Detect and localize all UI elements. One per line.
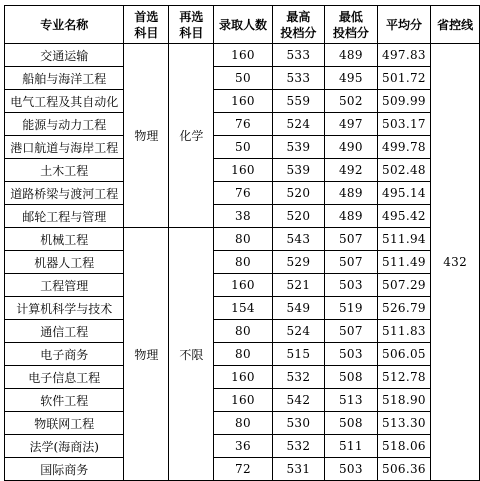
control-line-cell: 432 xyxy=(431,44,480,481)
min-score-cell: 507 xyxy=(325,320,378,343)
average-score-cell: 511.83 xyxy=(377,320,431,343)
max-score-cell: 559 xyxy=(272,90,325,113)
table-row xyxy=(5,159,480,182)
admitted-count-cell: 80 xyxy=(214,343,272,366)
admitted-count-cell: 80 xyxy=(214,251,272,274)
min-score-cell: 507 xyxy=(325,251,378,274)
max-score-cell: 543 xyxy=(272,228,325,251)
average-score-cell: 506.36 xyxy=(377,458,431,481)
min-score-cell: 495 xyxy=(325,67,378,90)
table-row xyxy=(5,136,480,159)
max-score-cell: 524 xyxy=(272,320,325,343)
table-row xyxy=(5,67,480,90)
max-score-cell: 520 xyxy=(272,182,325,205)
admitted-count-cell: 160 xyxy=(214,44,272,67)
admission-table-wrapper xyxy=(4,5,480,481)
average-score-cell: 499.78 xyxy=(377,136,431,159)
header-row xyxy=(5,6,480,44)
min-score-cell: 492 xyxy=(325,159,378,182)
average-score-cell: 518.06 xyxy=(377,435,431,458)
max-score-cell: 521 xyxy=(272,274,325,297)
major-name-cell: 机械工程 xyxy=(5,228,124,251)
min-score-cell: 503 xyxy=(325,458,378,481)
header-average-score: 平均分 xyxy=(377,6,431,44)
admitted-count-cell: 80 xyxy=(214,228,272,251)
min-score-cell: 502 xyxy=(325,90,378,113)
major-name-cell: 邮轮工程与管理 xyxy=(5,205,124,228)
min-score-cell: 489 xyxy=(325,182,378,205)
max-score-cell: 542 xyxy=(272,389,325,412)
average-score-cell: 511.49 xyxy=(377,251,431,274)
major-name-cell: 国际商务 xyxy=(5,458,124,481)
min-score-cell: 503 xyxy=(325,274,378,297)
admitted-count-cell: 50 xyxy=(214,136,272,159)
table-row xyxy=(5,90,480,113)
major-name-cell: 机器人工程 xyxy=(5,251,124,274)
header-second-subject: 再选 科目 xyxy=(169,6,214,44)
max-score-cell: 533 xyxy=(272,44,325,67)
table-row xyxy=(5,412,480,435)
max-score-cell: 530 xyxy=(272,412,325,435)
average-score-cell: 501.72 xyxy=(377,67,431,90)
admitted-count-cell: 76 xyxy=(214,182,272,205)
average-score-cell: 502.48 xyxy=(377,159,431,182)
major-name-cell: 法学(海商法) xyxy=(5,435,124,458)
admitted-count-cell: 50 xyxy=(214,67,272,90)
admitted-count-cell: 160 xyxy=(214,274,272,297)
major-name-cell: 软件工程 xyxy=(5,389,124,412)
header-admitted-count: 录取人数 xyxy=(214,6,272,44)
first-subject-cell: 物理 xyxy=(124,228,169,481)
average-score-cell: 526.79 xyxy=(377,297,431,320)
major-name-cell: 物联网工程 xyxy=(5,412,124,435)
admitted-count-cell: 36 xyxy=(214,435,272,458)
min-score-cell: 519 xyxy=(325,297,378,320)
table-row xyxy=(5,297,480,320)
min-score-cell: 508 xyxy=(325,412,378,435)
admitted-count-cell: 80 xyxy=(214,320,272,343)
admitted-count-cell: 72 xyxy=(214,458,272,481)
major-name-cell: 交通运输 xyxy=(5,44,124,67)
major-name-cell: 土木工程 xyxy=(5,159,124,182)
average-score-cell: 503.17 xyxy=(377,113,431,136)
max-score-cell: 529 xyxy=(272,251,325,274)
admitted-count-cell: 38 xyxy=(214,205,272,228)
average-score-cell: 509.99 xyxy=(377,90,431,113)
admitted-count-cell: 80 xyxy=(214,412,272,435)
min-score-cell: 503 xyxy=(325,343,378,366)
max-score-cell: 539 xyxy=(272,136,325,159)
admitted-count-cell: 154 xyxy=(214,297,272,320)
table-row xyxy=(5,182,480,205)
header-control-line: 省控线 xyxy=(431,6,480,44)
major-name-cell: 计算机科学与技术 xyxy=(5,297,124,320)
average-score-cell: 513.30 xyxy=(377,412,431,435)
average-score-cell: 507.29 xyxy=(377,274,431,297)
average-score-cell: 511.94 xyxy=(377,228,431,251)
min-score-cell: 489 xyxy=(325,44,378,67)
header-major-name: 专业名称 xyxy=(5,6,124,44)
table-row xyxy=(5,205,480,228)
admitted-count-cell: 160 xyxy=(214,366,272,389)
header-min-score: 最低 投档分 xyxy=(325,6,378,44)
table-row xyxy=(5,320,480,343)
table-row xyxy=(5,366,480,389)
header-first-subject: 首选 科目 xyxy=(124,6,169,44)
major-name-cell: 电子信息工程 xyxy=(5,366,124,389)
major-name-cell: 港口航道与海岸工程 xyxy=(5,136,124,159)
average-score-cell: 495.14 xyxy=(377,182,431,205)
table-row xyxy=(5,113,480,136)
min-score-cell: 507 xyxy=(325,228,378,251)
average-score-cell: 506.05 xyxy=(377,343,431,366)
min-score-cell: 490 xyxy=(325,136,378,159)
min-score-cell: 513 xyxy=(325,389,378,412)
major-name-cell: 道路桥梁与渡河工程 xyxy=(5,182,124,205)
table-row xyxy=(5,435,480,458)
max-score-cell: 520 xyxy=(272,205,325,228)
average-score-cell: 497.83 xyxy=(377,44,431,67)
second-subject-cell: 不限 xyxy=(169,228,214,481)
admission-score-table xyxy=(4,5,480,481)
major-name-cell: 通信工程 xyxy=(5,320,124,343)
min-score-cell: 508 xyxy=(325,366,378,389)
max-score-cell: 532 xyxy=(272,435,325,458)
max-score-cell: 533 xyxy=(272,67,325,90)
first-subject-cell: 物理 xyxy=(124,44,169,228)
average-score-cell: 495.42 xyxy=(377,205,431,228)
max-score-cell: 532 xyxy=(272,366,325,389)
table-row xyxy=(5,274,480,297)
table-row xyxy=(5,458,480,481)
average-score-cell: 518.90 xyxy=(377,389,431,412)
table-row xyxy=(5,251,480,274)
table-header xyxy=(5,6,480,44)
major-name-cell: 电子商务 xyxy=(5,343,124,366)
max-score-cell: 549 xyxy=(272,297,325,320)
table-row xyxy=(5,389,480,412)
admitted-count-cell: 160 xyxy=(214,389,272,412)
major-name-cell: 电气工程及其自动化 xyxy=(5,90,124,113)
admitted-count-cell: 160 xyxy=(214,159,272,182)
table-body xyxy=(5,44,480,481)
table-row xyxy=(5,228,480,251)
max-score-cell: 524 xyxy=(272,113,325,136)
second-subject-cell: 化学 xyxy=(169,44,214,228)
table-row xyxy=(5,343,480,366)
max-score-cell: 539 xyxy=(272,159,325,182)
major-name-cell: 能源与动力工程 xyxy=(5,113,124,136)
table-row xyxy=(5,44,480,67)
major-name-cell: 工程管理 xyxy=(5,274,124,297)
major-name-cell: 船舶与海洋工程 xyxy=(5,67,124,90)
header-max-score: 最高 投档分 xyxy=(272,6,325,44)
min-score-cell: 511 xyxy=(325,435,378,458)
average-score-cell: 512.78 xyxy=(377,366,431,389)
admitted-count-cell: 160 xyxy=(214,90,272,113)
min-score-cell: 489 xyxy=(325,205,378,228)
admitted-count-cell: 76 xyxy=(214,113,272,136)
min-score-cell: 497 xyxy=(325,113,378,136)
max-score-cell: 515 xyxy=(272,343,325,366)
max-score-cell: 531 xyxy=(272,458,325,481)
